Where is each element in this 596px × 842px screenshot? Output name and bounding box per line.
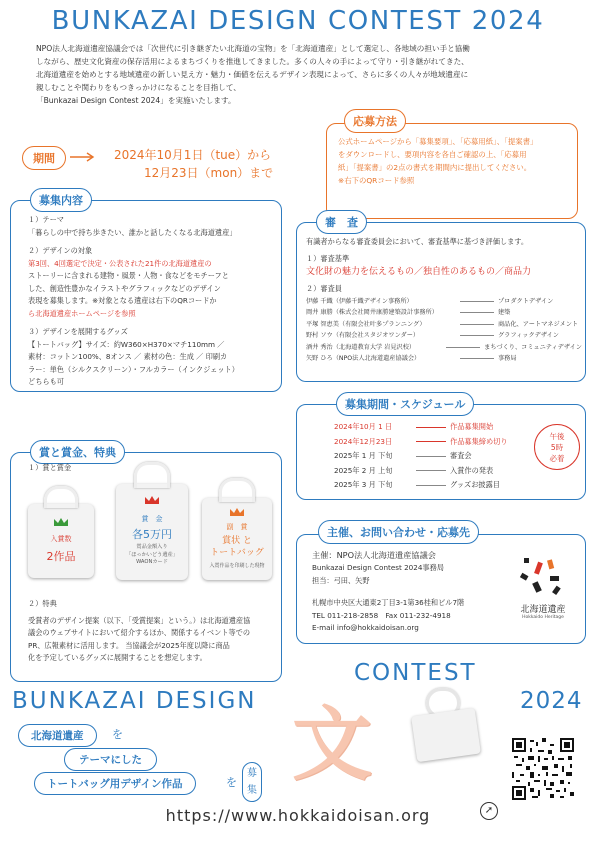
- dash-line: [416, 470, 446, 471]
- judge-name: 矢野 ひろ（NPO法人北海道遺産協議会）: [306, 355, 421, 362]
- dash-line: [460, 312, 494, 313]
- review-text: 有識者からなる審査委員会において、審査基準に基づき評価します。 １）審査基準 文化財の魅力を伝えるもの／独自性のあるもの／商品力 ２）審査員 伊藤 千織（伊藤千織デザイン事務所） プロダクトデザイン 岡井 康勝（株式会社岡井康勝建築設計事務所） 建築 平塚 智恵美（有限会社叶多プランニング） 商品化、アートマネジメント 野村 ソウ（有限会社スタジオワンダー） グラフィックデザイン 酒井 秀治（北海道教育大学 岩見沢校） まちづくり、コミュニティデザイン 矢野 ひろ（NPO法人北海道遺産協議会） 事務局: [306, 236, 582, 365]
- judge-row: [306, 330, 582, 342]
- schedule-date: 2025年 1 月 下旬: [334, 451, 393, 460]
- period-section: [22, 146, 322, 182]
- prize-bag-extra: 副 賞 賞状 と トートバッグ 入賞作品を印刷した現物: [202, 498, 272, 580]
- prize-head: １）賞と賞金: [28, 463, 72, 472]
- intro-text: NPO法人北海道遺産協議会では「次世代に引き継ぎたい北海道の宝物」を「北海道遺産」として選定し、各地域の担い手と協働 しながら、歴史文化資産の保存活用によるまちづくりを推進してきました。多くの人々の手によって守り・引き継がれてきた、 北海道遺産を始めとする地域遺産の新しい見え方・魅力・価値を伝えるデザイン表現によって、さらに多くの人々が地域遺産に 親しむことや関わりをもつきっかけになることを目指して、 「Bunkazai Design Contest 2024」を実施いたします。: [36, 44, 470, 105]
- dash-line: [416, 485, 446, 486]
- perk-text: ２）特典 受賞者のデザイン提案（以下、「受賞提案」という。）は北海道遺産協 議会のウェブサイトにおいて紹介するほか、関係するイベント等での PR、広報素材に活用します。 当協議会が2025年度以降に商品 化を予定しているグッズに展開することを想定します。: [28, 599, 251, 662]
- schedule-date: 2025年 2 月 上旬: [334, 465, 393, 475]
- period-label: 期間: [22, 146, 66, 170]
- schedule-row: [334, 420, 530, 435]
- prize-bag-count: 入賞数 2作品: [28, 504, 94, 578]
- dash-line: [460, 358, 494, 359]
- judge-row: [306, 296, 582, 308]
- contact-tag: 主催、お問い合わせ・応募先: [318, 520, 479, 544]
- judge-name: 野村 ソウ（有限会社スタジオワンダー）: [306, 332, 420, 339]
- schedule-date: 2024年12月23日: [334, 436, 393, 446]
- crown-icon: [230, 508, 244, 516]
- schedule-event: 審査会: [450, 451, 472, 460]
- period-line-1: 2024年10月1日（tue）から: [114, 148, 272, 162]
- period-line-2: 12月23日（mon）まで: [144, 166, 274, 180]
- judge-role: グラフィックデザイン: [498, 332, 559, 339]
- qr-code-icon: [512, 738, 574, 800]
- qr-code[interactable]: [512, 738, 574, 800]
- dash-line: [446, 347, 480, 348]
- schedule-tag: 募集期間・スケジュール: [336, 392, 474, 416]
- schedule-event: 入賞作の発表: [450, 465, 494, 475]
- judge-name: 酒井 秀治（北海道教育大学 岩見沢校）: [306, 343, 416, 351]
- website-url[interactable]: https://www.hokkaidoisan.org: [165, 806, 431, 825]
- arrow-link-icon[interactable]: ➚: [480, 802, 498, 820]
- hokkaido-heritage-logo: 北海道遺産 Hokkaido Heritage: [508, 554, 578, 626]
- recruit-text: １）テーマ 「暮らしの中で持ち歩きたい、誰かと話したくなる北海道遺産」 ２）デザインの対象 第3回、4回選定で決定・公表された21件の北海道遺産の ストーリーに含まれる建物・風景・人物・食などをモチーフと した、創造性豊かなイラストやグラフィックなどのデザイン 表現を募集します。※対象となる遺産は右下のQRコードか ら北海道遺産ホームページを参照 ３）デザインを展開するグッズ 【トートバッグ】サイズ：約W360×H370×マチ110mm ／ 素材：コットン100%、8オンス ／ 素材の色：生成 ／ 印刷カ ラー：単色（シルクスクリーン）・フルカラー（インクジェット） どちらも可: [28, 215, 239, 386]
- dash-line: [460, 324, 494, 325]
- dash-line: [416, 456, 446, 457]
- recruit-tag: 募集内容: [30, 188, 92, 212]
- contact-text: 主催：NPO法人北海道遺産協議会 Bunkazai Design Contest 2024事務局 担当：弓田、矢野 札幌市中央区大通東2丁目3-1第36桂和ビル7階 TEL 011-218-2858 Fax 011-232-4918 E-mail info@hokkaidoisan.org: [312, 550, 465, 632]
- bun-character: 文: [292, 698, 372, 791]
- dash-line: [416, 427, 446, 428]
- judge-name: 岡井 康勝（株式会社岡井康勝建築設計事務所）: [306, 309, 438, 316]
- logo-mark-icon: [518, 554, 566, 600]
- dash-line: [460, 301, 494, 302]
- arrow-right-icon: [70, 152, 96, 162]
- crown-icon: [54, 518, 68, 526]
- judge-row: [306, 319, 582, 331]
- crown-icon: [145, 496, 159, 504]
- schedule-date: 2025年 3 月 下旬: [334, 480, 393, 489]
- schedule-event: グッズお披露目: [450, 480, 500, 489]
- schedule-date: 2024年10月 1 日: [334, 422, 393, 431]
- dash-line: [416, 441, 446, 442]
- judge-role: プロダクトデザイン: [498, 297, 554, 305]
- judge-role: 建築: [498, 309, 511, 316]
- footer-title-year: 2024: [520, 688, 583, 714]
- judge-row: [306, 307, 582, 319]
- schedule-row: [334, 478, 530, 493]
- prize-tag: 賞と賞金、特典: [30, 440, 125, 464]
- apply-tag: 応募方法: [344, 109, 406, 133]
- review-tag: 審 査: [316, 210, 367, 234]
- schedule-list: [334, 420, 530, 493]
- footer-title-left: BUNKAZAI DESIGN: [12, 688, 257, 714]
- schedule-row: [334, 464, 530, 479]
- dash-line: [460, 335, 494, 336]
- judge-role: 事務局: [498, 355, 517, 362]
- prize-bag-money: 賞 金 各5万円 賞品金額入り 「ほっかいどう遺産」 WAONカード: [116, 484, 188, 580]
- deadline-badge: 午後 5時 必着: [534, 424, 580, 470]
- footer-pill-design: トートバッグ用デザイン作品: [34, 772, 196, 795]
- page-title: BUNKAZAI DESIGN CONTEST 2024: [51, 6, 545, 36]
- judge-name: 伊藤 千織（伊藤千織デザイン事務所）: [306, 297, 413, 305]
- footer-pill-heritage: 北海道遺産: [18, 724, 97, 747]
- footer-pill-theme: テーマにした: [64, 748, 157, 771]
- judges-list: [306, 296, 582, 365]
- boshu-badge: 募 集: [242, 762, 262, 802]
- judge-name: 平塚 智恵美（有限会社叶多プランニング）: [306, 320, 426, 328]
- schedule-event: 作品募集開始: [450, 422, 494, 431]
- judge-row: [306, 353, 582, 365]
- schedule-event: 作品募集締め切り: [450, 436, 508, 446]
- judge-role: まちづくり、コミュニティデザイン: [484, 343, 582, 351]
- apply-text: 公式ホームページから「募集要項」、「応募用紙」、「提案書」 をダウンロードし、要項内容を各自ご確認の上、「応募用 紙」「提案書」の2点の書式を期間内に提出してください。 ※右下のQRコード参照: [338, 137, 538, 185]
- judge-row: [306, 342, 582, 354]
- tote-bag-image: [414, 708, 480, 762]
- schedule-row: [334, 449, 530, 464]
- judge-role: 商品化、アートマネジメント: [498, 320, 579, 328]
- schedule-row: [334, 435, 530, 450]
- footer-title-contest: CONTEST: [354, 660, 477, 686]
